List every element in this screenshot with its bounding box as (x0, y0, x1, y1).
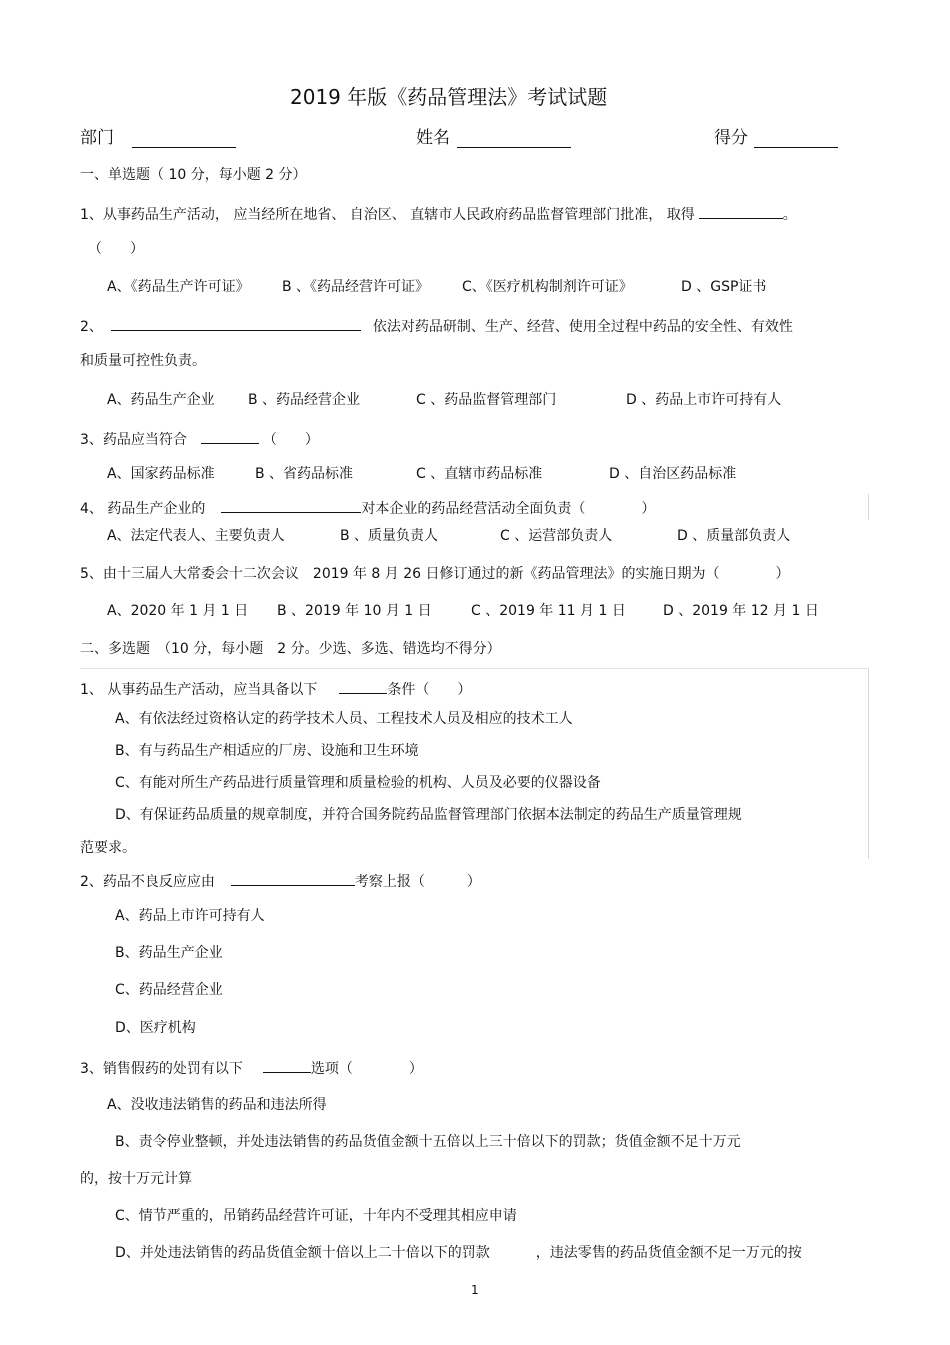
s2-q1-option-a: A、有依法经过资格认定的药学技术人员、工程技术人员及相应的技术工人 (115, 711, 573, 727)
page-title: 2019 年版《药品管理法》考试试题 (290, 85, 608, 109)
s1-q4-option-a: A、法定代表人、主要负责人 (107, 528, 285, 544)
s2-q2-stem: 2、药品不良反应应由 考察上报（ ） (80, 870, 481, 891)
s2-q2-option-a: A、药品上市许可持有人 (115, 908, 265, 924)
name-label: 姓名 (416, 128, 450, 148)
s1-q1-stem: 1、从事药品生产活动， 应当经所在地省、 自治区、 直辖市人民政府药品监督管理部门批准， 取得 。 (80, 203, 797, 224)
s2-q3-option-a: A、没收违法销售的药品和违法所得 (107, 1097, 327, 1113)
score-field[interactable] (754, 132, 838, 148)
s2-q3-option-d: D、并处违法销售的药品货值金额十倍以上二十倍以下的罚款 ，违法零售的药品货值金额不足一万元的按 (115, 1245, 802, 1261)
page-number: 1 (471, 1283, 479, 1297)
section2-heading: 二、多选题 （10 分，每小题 2 分。少选、多选、错选均不得分） (80, 641, 501, 657)
answer-blank[interactable] (231, 870, 355, 886)
s1-q5-option-b: B 、2019 年 10 月 1 日 (277, 603, 432, 619)
s2-q3-option-b-cont: 的，按十万元计算 (80, 1171, 192, 1187)
s1-q1-option-c: C、《医疗机构制剂许可证》 (462, 279, 633, 295)
s2-q1-option-b: B、有与药品生产相适应的厂房、设施和卫生环境 (115, 743, 419, 759)
s1-q1-option-a: A、《药品生产许可证》 (107, 279, 250, 295)
s2-q1-option-d-cont: 范要求。 (80, 840, 136, 856)
s1-q4-option-c: C 、运营部负责人 (500, 528, 613, 544)
s1-q1-paren: （ ） (88, 241, 144, 257)
dept-field[interactable] (132, 132, 236, 148)
answer-blank[interactable] (221, 497, 361, 513)
s1-q3-option-b: B 、省药品标准 (255, 466, 354, 482)
s2-q2-option-b: B、药品生产企业 (115, 945, 223, 961)
s2-q1-option-d: D、有保证药品质量的规章制度，并符合国务院药品监督管理部门依据本法制定的药品生产质量管理规 (115, 807, 742, 823)
s2-q3-stem: 3、销售假药的处罚有以下 选项（ ） (80, 1057, 423, 1078)
s2-q2-option-d: D、医疗机构 (115, 1020, 196, 1036)
answer-blank[interactable] (339, 678, 387, 694)
s1-q5-option-a: A、2020 年 1 月 1 日 (107, 603, 249, 619)
s1-q2-option-c: C 、药品监督管理部门 (416, 392, 557, 408)
s1-q5-option-d: D 、2019 年 12 月 1 日 (663, 603, 819, 619)
s2-q3-option-b: B、责令停业整顿，并处违法销售的药品货值金额十五倍以上三十倍以下的罚款；货值金额不足十万元 (115, 1134, 741, 1150)
answer-blank[interactable] (111, 315, 361, 331)
s1-q3-stem: 3、药品应当符合 （ ） (80, 428, 319, 449)
name-field[interactable] (457, 132, 571, 148)
s2-q1-stem: 1、 从事药品生产活动，应当具备以下 条件（ ） (80, 678, 471, 699)
s1-q2-stem: 2、 依法对药品研制、生产、经营、使用全过程中药品的安全性、有效性 (80, 315, 793, 336)
s1-q2-option-a: A、药品生产企业 (107, 392, 215, 408)
dept-label: 部门 (80, 128, 114, 148)
s1-q5-stem: 5、由十三届人大常委会十二次会议 2019 年 8 月 26 日修订通过的新《药品管理法》的实施日期为（ ） (80, 566, 790, 582)
s1-q2-option-d: D 、药品上市许可持有人 (626, 392, 782, 408)
answer-blank[interactable] (263, 1057, 311, 1073)
s2-q1-option-c: C、有能对所生产药品进行质量管理和质量检验的机构、人员及必要的仪器设备 (115, 775, 601, 791)
s1-q4-stem: 4、 药品生产企业的 对本企业的药品经营活动全面负责（ ） (80, 497, 655, 518)
s1-q5-option-c: C 、2019 年 11 月 1 日 (471, 603, 626, 619)
s1-q3-option-c: C 、直辖市药品标准 (416, 466, 543, 482)
answer-blank[interactable] (699, 203, 783, 219)
section1-heading: 一、单选题（ 10 分，每小题 2 分） (80, 167, 307, 183)
s1-q3-option-d: D 、自治区药品标准 (609, 466, 737, 482)
answer-blank[interactable] (201, 428, 259, 444)
score-label: 得分 (714, 128, 748, 148)
s2-q2-option-c: C、药品经营企业 (115, 982, 223, 998)
s1-q2-stem-cont: 和质量可控性负责。 (80, 353, 206, 369)
s1-q2-option-b: B 、药品经营企业 (248, 392, 361, 408)
s1-q1-option-d: D 、GSP证书 (681, 279, 767, 295)
s2-q3-option-c: C、情节严重的，吊销药品经营许可证，十年内不受理其相应申请 (115, 1208, 517, 1224)
s1-q4-option-d: D 、质量部负责人 (677, 528, 791, 544)
s1-q3-option-a: A、国家药品标准 (107, 466, 215, 482)
s1-q1-option-b: B 、《药品经营许可证》 (282, 279, 430, 295)
s1-q4-option-b: B 、质量负责人 (340, 528, 439, 544)
